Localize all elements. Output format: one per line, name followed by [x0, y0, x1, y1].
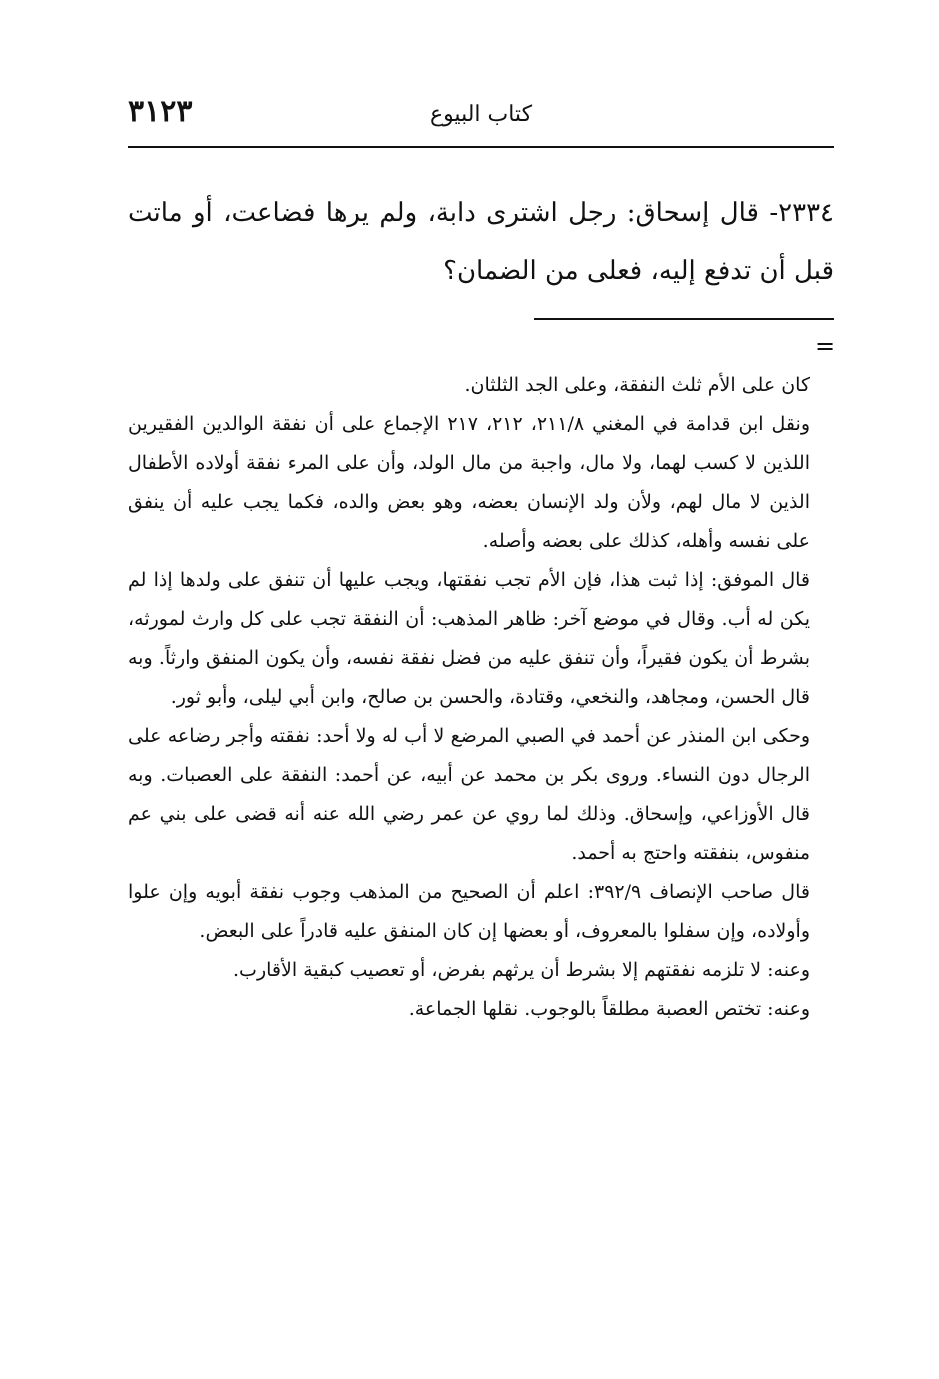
footnote-paragraph: وعنه: لا تلزمه نفقتهم إلا بشرط أن يرثهم بفرض، أو تعصيب كبقية الأقارب. — [233, 959, 810, 981]
footnote-paragraph: كان على الأم ثلث النفقة، وعلى الجد الثلثان. — [464, 374, 810, 396]
footnote-separator — [534, 318, 834, 320]
footnote-paragraph: قال الموفق: إذا ثبت هذا، فإن الأم تجب نفقتها، ويجب عليها أن تنفق على ولدها إذا لم يكن له أب. وقال في موضع آخر: ظاهر المذهب: أن النفقة تجب على كل وارث لمورثه، بشرط أن يكون فقيراً، وأن تنفق عليه من فضل نفقة نفسه، وأن يكون المنفق وارثاً. وبه قال الحسن، ومجاهد، والنخعي، وقتادة، والحسن بن صالح، وابن أبي ليلى، وأبو ثور. — [128, 569, 810, 708]
page-header — [128, 92, 834, 142]
header-rule — [128, 146, 834, 148]
footnote-paragraph: قال صاحب الإنصاف ٣٩٢/٩: اعلم أن الصحيح من المذهب وجوب نفقة أبويه وإن علوا وأولاده، وإن سفلوا بالمعروف، أو بعضها إن كان المنفق عليه قادراً على البعض. — [128, 881, 810, 942]
footnote-paragraph: وعنه: تختص العصبة مطلقاً بالوجوب. نقلها الجماعة. — [408, 998, 810, 1020]
footnote-paragraph: وحكى ابن المنذر عن أحمد في الصبي المرضع لا أب له ولا أحد: نفقته وأجر رضاعه على الرجال دون النساء. وروى بكر بن محمد عن أبيه، عن أحمد: النفقة على العصبات. وبه قال الأوزاعي، وإسحاق. وذلك لما روي عن عمر رضي الله عنه أنه قضى على بني عم منفوس، بنفقته واحتج به أحمد. — [128, 725, 810, 864]
question-paragraph — [128, 184, 834, 300]
footnotes — [128, 366, 810, 1029]
book-title: كتاب البيوع — [429, 102, 533, 127]
question-text: قال إسحاق: رجل اشترى دابة، ولم يرها فضاعت، أو ماتت قبل أن تدفع إليه، فعلى من الضمان؟ — [128, 198, 834, 286]
footnote-continuation-mark: = — [815, 332, 836, 360]
question-number: ٢٣٣٤- — [769, 198, 835, 228]
footnote-paragraph: ونقل ابن قدامة في المغني ٢١١/٨، ٢١٢، ٢١٧ الإجماع على أن نفقة الوالدين الفقيرين اللذين لا كسب لهما، ولا مال، واجبة من مال الولد، وأن على المرء نفقة أولاده الأطفال الذين لا مال لهم، ولأن ولد الإنسان بعضه، وهو بعض والده، فكما يجب عليه أن ينفق على نفسه وأهله، كذلك على بعضه وأصله. — [128, 413, 810, 552]
page-number: ٣١٢٣ — [128, 94, 193, 129]
